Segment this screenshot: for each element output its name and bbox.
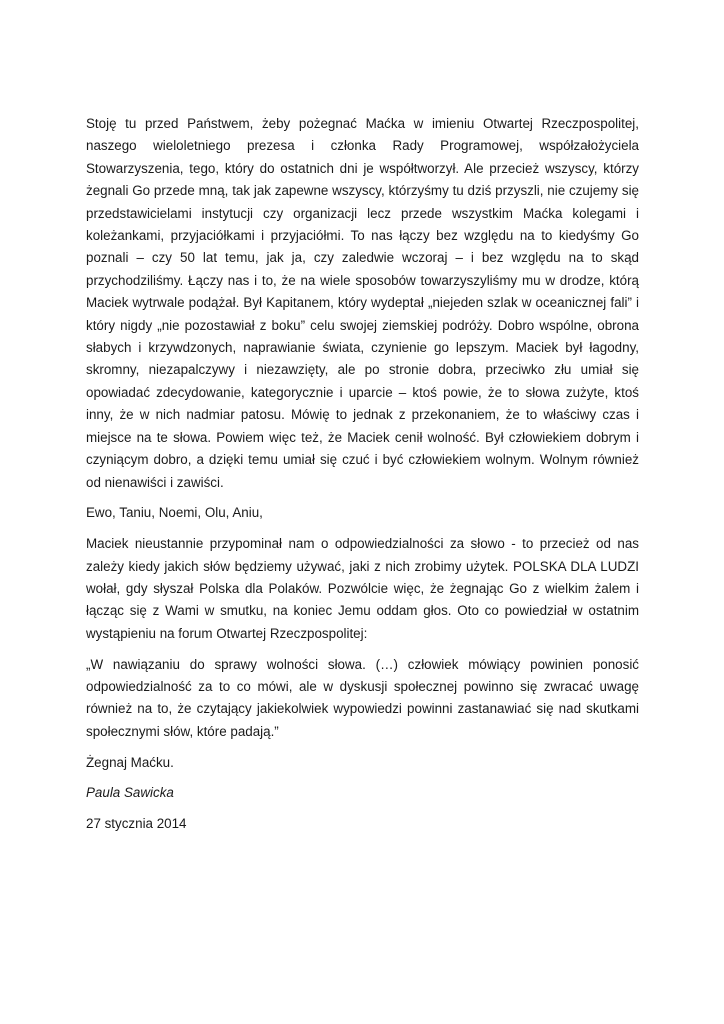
paragraph-address: Ewo, Taniu, Noemi, Olu, Aniu, (86, 505, 263, 521)
document-body (86, 113, 639, 844)
paragraph-farewell-speech: Stoję tu przed Państwem, żeby pożegnać Maćka w imieniu Otwartej Rzeczpospolitej, naszego wieloletniego prezesa i członka Rady Programowej, współzałożyciela Stowarzyszenia, tego, który do ostatnich dni je współtworzył. Ale przecież wszyscy, którzy żegnali Go przede mną, tak jak zapewne wszyscy, którzyśmy tu dziś przyszli, nie czujemy się przedstawicielami instytucji czy organizacji lecz przede wszystkim Maćka kolegami i koleżankami, przyjaciółkami i przyjaciółmi. To nas łączy bez względu na to kiedyśmy Go poznali – czy 50 lat temu, jak ja, czy zaledwie wczoraj – i bez względu na to skąd przychodziliśmy. Łączy nas i to, że na wiele sposobów towarzyszyliśmy mu w drodze, którą Maciek wytrwale podążał. Był Kapitanem, który wydeptał „niejeden szlak w oceanicznej fali” i który nigdy „nie pozostawiał z boku” celu swojej ziemskiej podróży. Dobro wspólne, obrona słabych i krzywdzonych, naprawianie świata, czynienie go lepszym. Maciek był łagodny, skromny, niezapalczywy i niezawzięty, ale po stronie dobra, przeciwko złu umiał się opowiadać zdecydowanie, kategorycznie i uparcie – ktoś powie, że to słowa zużyte, ktoś inny, że w nich nadmiar patosu. Mówię to jednak z przekonaniem, że to właściwy czas i miejsce na te słowa. Powiem więc też, że Maciek cenił wolność. Był człowiekiem dobrym i czyniącym dobro, a dzięki temu umiał się czuć i być człowiekiem wolnym. Wolnym również od nienawiści i zawiści. (86, 116, 639, 490)
paragraph-goodbye: Żegnaj Maćku. (86, 754, 174, 770)
paragraph-quote: „W nawiązaniu do sprawy wolności słowa. (…) człowiek mówiący powinien ponosić odpowiedzialność za to co mówi, ale w dyskusji społecznej powinno się zwracać uwagę również na to, że czytający jakiekolwiek wypowiedzi powinni zastanawiać się nad skutkami społecznymi słów, które padają.” (86, 656, 639, 739)
date: 27 stycznia 2014 (86, 816, 187, 832)
signature: Paula Sawicka (86, 785, 174, 801)
paragraph-responsibility: Maciek nieustannie przypominał nam o odpowiedzialności za słowo - to przecież od nas zależy kiedy jakich słów będziemy używać, jaki z nich zrobimy użytek. POLSKA DLA LUDZI wołał, gdy słyszał Polska dla Polaków. Pozwólcie więc, że żegnając Go z wielkim żalem i łącząc się z Wami w smutku, na koniec Jemu oddam głos. Oto co powiedział w ostatnim wystąpieniu na forum Otwartej Rzeczpospolitej: (86, 536, 639, 641)
